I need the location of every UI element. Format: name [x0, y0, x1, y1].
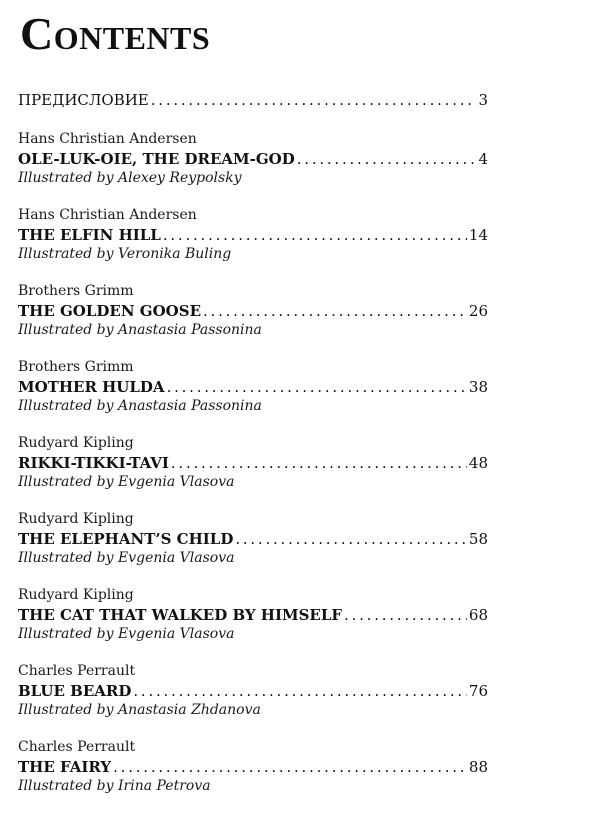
page-number: 26: [468, 302, 488, 320]
dot-leader: [203, 301, 467, 321]
story-title: BLUE BEARD: [18, 682, 132, 700]
story-line: [18, 529, 488, 549]
illustrator-credit: Illustrated by Anastasia Passonina: [18, 322, 262, 338]
page-number: 76: [468, 682, 488, 700]
story-line: [18, 757, 488, 777]
author-name: Charles Perrault: [18, 739, 136, 755]
illustrator-credit: Illustrated by Anastasia Passonina: [18, 398, 262, 414]
toc-preface[interactable]: [18, 90, 488, 110]
page-number: 3: [478, 91, 488, 109]
illustrator-credit: Illustrated by Veronika Buling: [18, 246, 232, 262]
toc-entry[interactable]: [18, 282, 488, 340]
illustrator-credit: Illustrated by Evgenia Vlasova: [18, 474, 235, 490]
toc-entry[interactable]: [18, 586, 488, 644]
toc-entry[interactable]: [18, 510, 488, 568]
page-number: 4: [478, 150, 488, 168]
author-name: Hans Christian Andersen: [18, 207, 197, 223]
story-title: THE ELEPHANT’S CHILD: [18, 530, 234, 548]
page-title: Contents: [20, 8, 211, 59]
illustrator-credit: Illustrated by Evgenia Vlasova: [18, 550, 235, 566]
preface-label: ПРЕДИСЛОВИЕ: [18, 91, 149, 109]
story-line: [18, 377, 488, 397]
story-title: THE GOLDEN GOOSE: [18, 302, 201, 320]
story-line: [18, 225, 488, 245]
story-title: THE ELFIN HILL: [18, 226, 161, 244]
dot-leader: [167, 377, 467, 397]
author-name: Brothers Grimm: [18, 283, 134, 299]
dot-leader: [133, 681, 467, 701]
toc-entry[interactable]: [18, 662, 488, 720]
story-title: RIKKI-TIKKI-TAVI: [18, 454, 169, 472]
dot-leader: [344, 605, 467, 625]
page-number: 68: [468, 606, 488, 624]
dot-leader: [171, 453, 467, 473]
table-of-contents: [18, 84, 488, 814]
story-title: THE FAIRY: [18, 758, 112, 776]
illustrator-credit: Illustrated by Irina Petrova: [18, 778, 211, 794]
page-number: 14: [468, 226, 488, 244]
story-title: MOTHER HULDA: [18, 378, 165, 396]
author-name: Rudyard Kipling: [18, 511, 134, 527]
author-name: Rudyard Kipling: [18, 587, 134, 603]
dot-leader: [235, 529, 467, 549]
toc-entry[interactable]: [18, 738, 488, 796]
author-name: Brothers Grimm: [18, 359, 134, 375]
illustrator-credit: Illustrated by Anastasia Zhdanova: [18, 702, 261, 718]
dot-leader: [163, 225, 467, 245]
author-name: Hans Christian Andersen: [18, 131, 197, 147]
story-title: THE CAT THAT WALKED BY HIMSELF: [18, 606, 343, 624]
story-line: [18, 605, 488, 625]
illustrator-credit: Illustrated by Alexey Reypolsky: [18, 170, 242, 186]
page-number: 48: [468, 454, 488, 472]
toc-entry[interactable]: [18, 206, 488, 264]
page-number: 38: [468, 378, 488, 396]
author-name: Charles Perrault: [18, 663, 136, 679]
story-line: [18, 681, 488, 701]
toc-entry[interactable]: [18, 434, 488, 492]
toc-entry[interactable]: [18, 358, 488, 416]
story-line: [18, 301, 488, 321]
toc-entry[interactable]: [18, 130, 488, 188]
dot-leader: [151, 90, 477, 110]
dot-leader: [297, 149, 477, 169]
illustrator-credit: Illustrated by Evgenia Vlasova: [18, 626, 235, 642]
dot-leader: [113, 757, 467, 777]
author-name: Rudyard Kipling: [18, 435, 134, 451]
story-line: [18, 453, 488, 473]
page-number: 88: [468, 758, 488, 776]
story-line: [18, 149, 488, 169]
story-title: OLE-LUK-OIE, THE DREAM-GOD: [18, 150, 295, 168]
page-number: 58: [468, 530, 488, 548]
